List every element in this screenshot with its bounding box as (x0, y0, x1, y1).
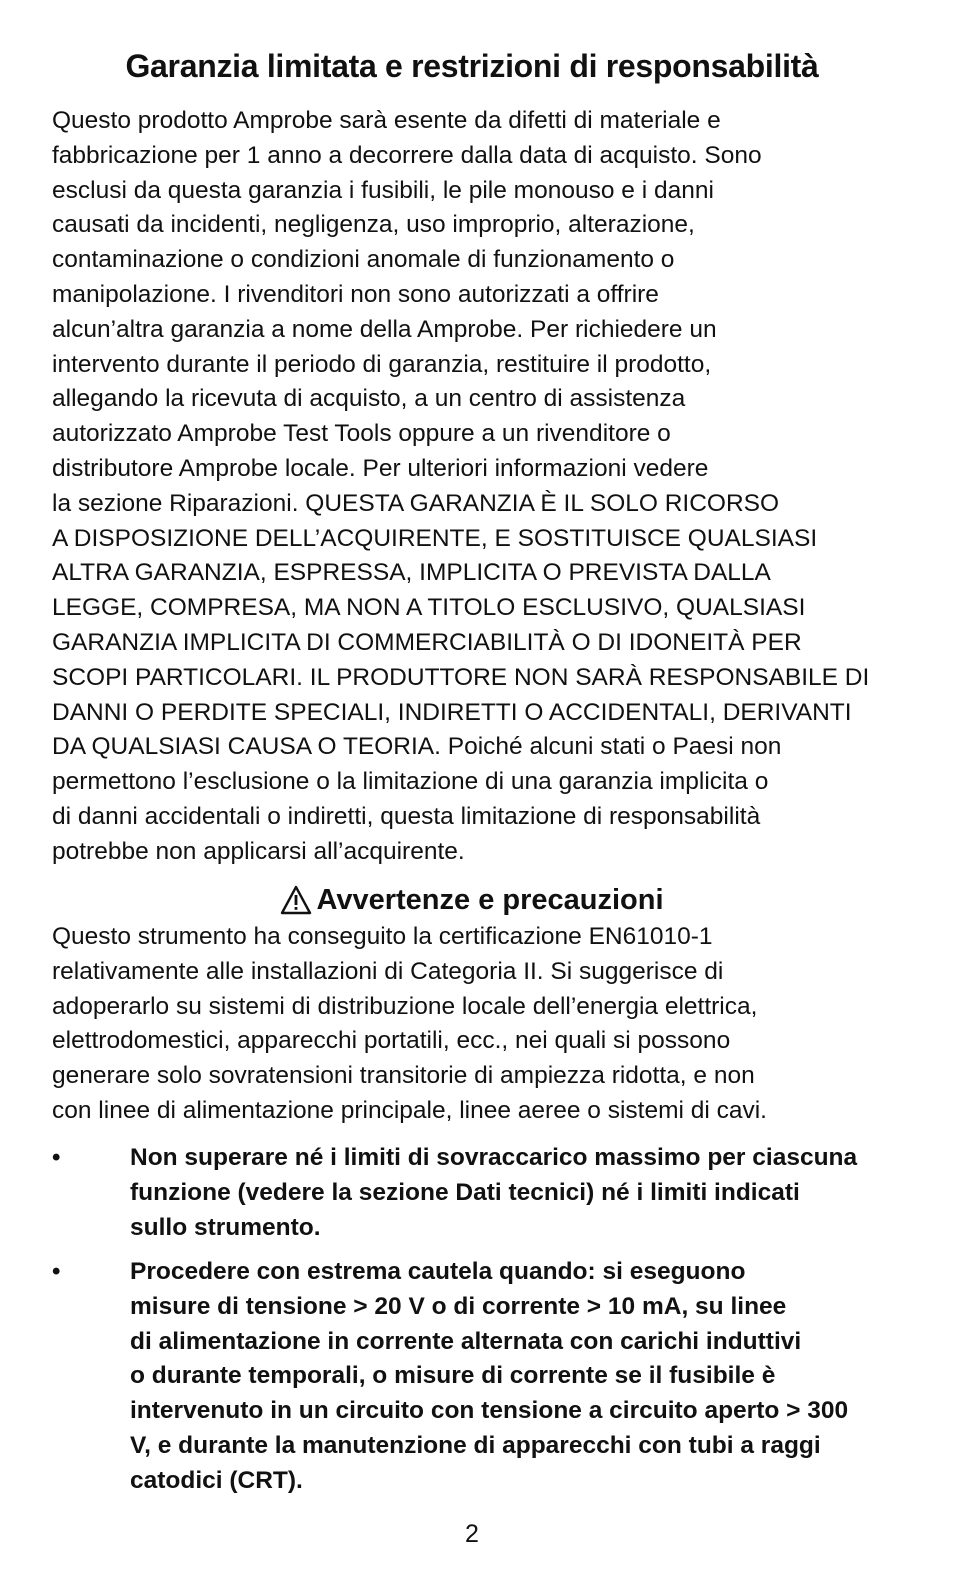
bullet-marker: • (52, 1144, 61, 1171)
page-title: Garanzia limitata e restrizioni di responsabilità (125, 48, 819, 84)
warranty-paragraph: Questo prodotto Amprobe sarà esente da difetti di materiale e fabbricazione per 1 anno a decorrere dalla data di acquisto. Sono esclusi da questa garanzia i fusibili, le pile monouso e i danni causati da incidenti, negligenza, uso improprio, alterazione, contaminazione o condizioni anomale di funzionamento o manipolazione. I rivenditori non sono autorizzati a offrire alcun’altra garanzia a nome della Amprobe. Per richiedere un intervento durante il periodo di garanzia, restituire il prodotto, allegando la ricevuta di acquisto, a un centro di assistenza autorizzato Amprobe Test Tools oppure a un rivenditore o distributore Amprobe locale. Per ulteriori informazioni vedere la sezione Riparazioni. QUESTA GARANZIA È IL SOLO RICORSO A DISPOSIZIONE DELL’ACQUIRENTE, E SOSTITUISCE QUALSIASI ALTRA GARANZIA, ESPRESSA, IMPLICITA O PREVISTA DALLA LEGGE, COMPRESA, MA NON A TITOLO ESCLUSIVO, QUALSIASI GARANZIA IMPLICITA DI COMMERCIABILITÀ O DI IDONEITÀ PER SCOPI PARTICOLARI. IL PRODUTTORE NON SARÀ RESPONSABILE DI DANNI O PERDITE SPECIALI, INDIRETTI O ACCIDENTALI, DERIVANTI DA QUALSIASI CAUSA O TEORIA. Poiché alcuni stati o Paesi non permettono l’esclusione o la limitazione di una garanzia implicita o di danni accidentali o indiretti, questa limitazione di responsabilità potrebbe non applicarsi all’acquirente. (52, 107, 870, 865)
warnings-heading (52, 880, 892, 920)
bullet-marker: • (52, 1258, 61, 1285)
warnings-heading-label: Avvertenze e precauzioni (316, 884, 664, 916)
list-item-text: Procedere con estrema cautela quando: si eseguono misure di tensione > 20 V o di corrente > 10 mA, su linee di alimentazione in corrente alternata con carichi induttivi o durante temporali, o misure di corrente se il fusibile è intervenuto in un circuito con tensione a circuito aperto > 300 V, e durante la manutenzione di apparecchi con tubi a raggi catodici (CRT). (130, 1258, 849, 1494)
page-number: 2 (465, 1520, 479, 1548)
warnings-paragraph: Questo strumento ha conseguito la certificazione EN61010-1 relativamente alle installazioni di Categoria II. Si suggerisce di adoperarlo su sistemi di distribuzione locale dell’energia elettrica, elettrodomestici, apparecchi portatili, ecc., nei quali si possono generare solo sovratensioni transitorie di ampiezza ridotta, e non con linee di alimentazione principale, linee aeree o sistemi di cavi. (52, 923, 767, 1124)
warning-triangle-icon (280, 885, 312, 915)
list-item-text: Non superare né i limiti di sovraccarico massimo per ciascuna funzione (vedere la sezione Dati tecnici) né i limiti indicati sullo strumento. (130, 1144, 858, 1241)
